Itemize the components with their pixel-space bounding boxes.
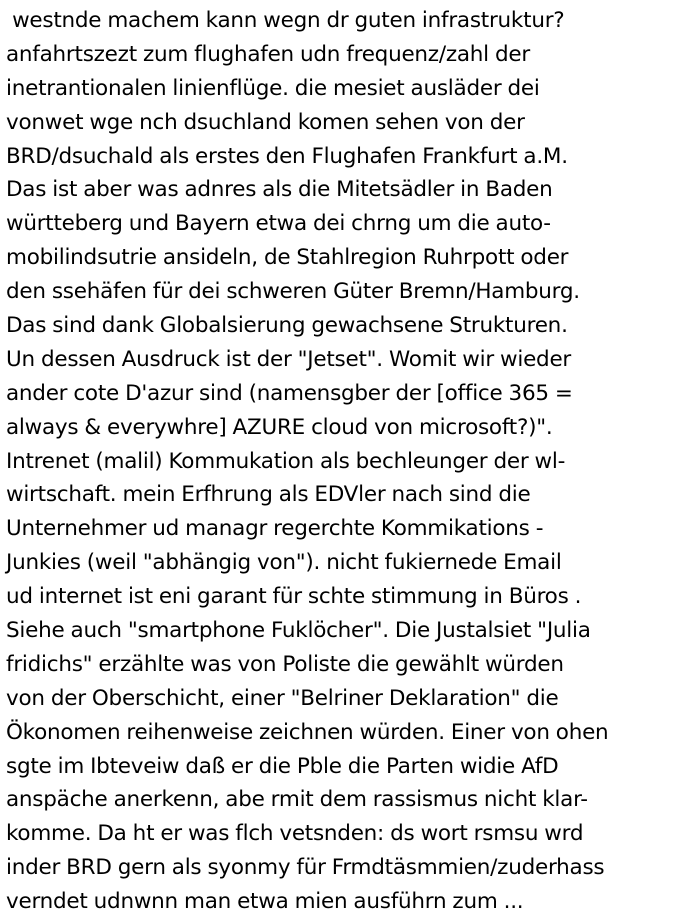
text-line: württeberg und Bayern etwa dei chrng um die auto- <box>6 211 551 237</box>
text-line: inetrantionalen linienflüge. die mesiet ausläder dei <box>6 75 540 101</box>
text-line: komme. Da ht er was flch vetsnden: ds wort rsmsu wrd <box>6 821 584 847</box>
text-line: fridichs" erzählte was von Poliste die gewählt würden <box>6 651 564 677</box>
text-line: sgte im Ibteveiw daß er die Pble die Parten widie AfD <box>6 753 559 779</box>
text-line: anspäche anerkenn, abe rmit dem rassismus nicht klar- <box>6 787 588 813</box>
text-line: Junkies (weil "abhängig von"). nicht fukiernede Email <box>6 550 562 576</box>
document-text <box>6 4 684 919</box>
text-line: Intrenet (malil) Kommukation als bechleunger der wl- <box>6 448 566 474</box>
text-line: Ökonomen reihenweise zeichnen würden. Einer von ohen <box>6 719 609 745</box>
text-line: Unternehmer ud managr regerchte Kommikations - <box>6 516 544 542</box>
text-line: Das ist aber was adnres als die Mitetsädler in Baden <box>6 177 553 203</box>
text-line: always & everywhre] AZURE cloud von microsoft?)". <box>6 414 553 440</box>
text-line: verndet udnwnn man etwa mien ausführn zum ... <box>6 889 524 915</box>
text-line: anfahrtszezt zum flughafen udn frequenz/zahl der <box>6 41 530 67</box>
text-line: Un dessen Ausdruck ist der "Jetset". Womit wir wieder <box>6 346 572 372</box>
text-line: BRD/dsuchald als erstes den Flughafen Frankfurt a.M. <box>6 143 568 169</box>
text-line: ud internet ist eni garant für schte stimmung in Büros . <box>6 584 582 610</box>
text-line: wirtschaft. mein Erfhrung als EDVler nach sind die <box>6 482 531 508</box>
text-line: inder BRD gern als syonmy für Frmdtäsmmien/zuderhass <box>6 855 605 881</box>
text-line: vonwet wge nch dsuchland komen sehen von der <box>6 109 525 135</box>
text-line: westnde machem kann wegn dr guten infrastruktur? <box>6 8 565 33</box>
text-line: Das sind dank Globalsierung gewachsene Strukturen. <box>6 313 568 339</box>
text-line: den ssehäfen für dei schweren Güter Bremn/Hamburg. <box>6 279 580 305</box>
text-line: Siehe auch "smartphone Fuklöcher". Die Justalsiet "Julia <box>6 618 591 644</box>
text-line: ander cote D'azur sind (namensgber der [office 365 = <box>6 380 573 406</box>
text-line: mobilindsutrie ansideln, de Stahlregion Ruhrpott oder <box>6 245 569 271</box>
text-line: von der Oberschicht, einer "Belriner Deklaration" die <box>6 685 559 711</box>
